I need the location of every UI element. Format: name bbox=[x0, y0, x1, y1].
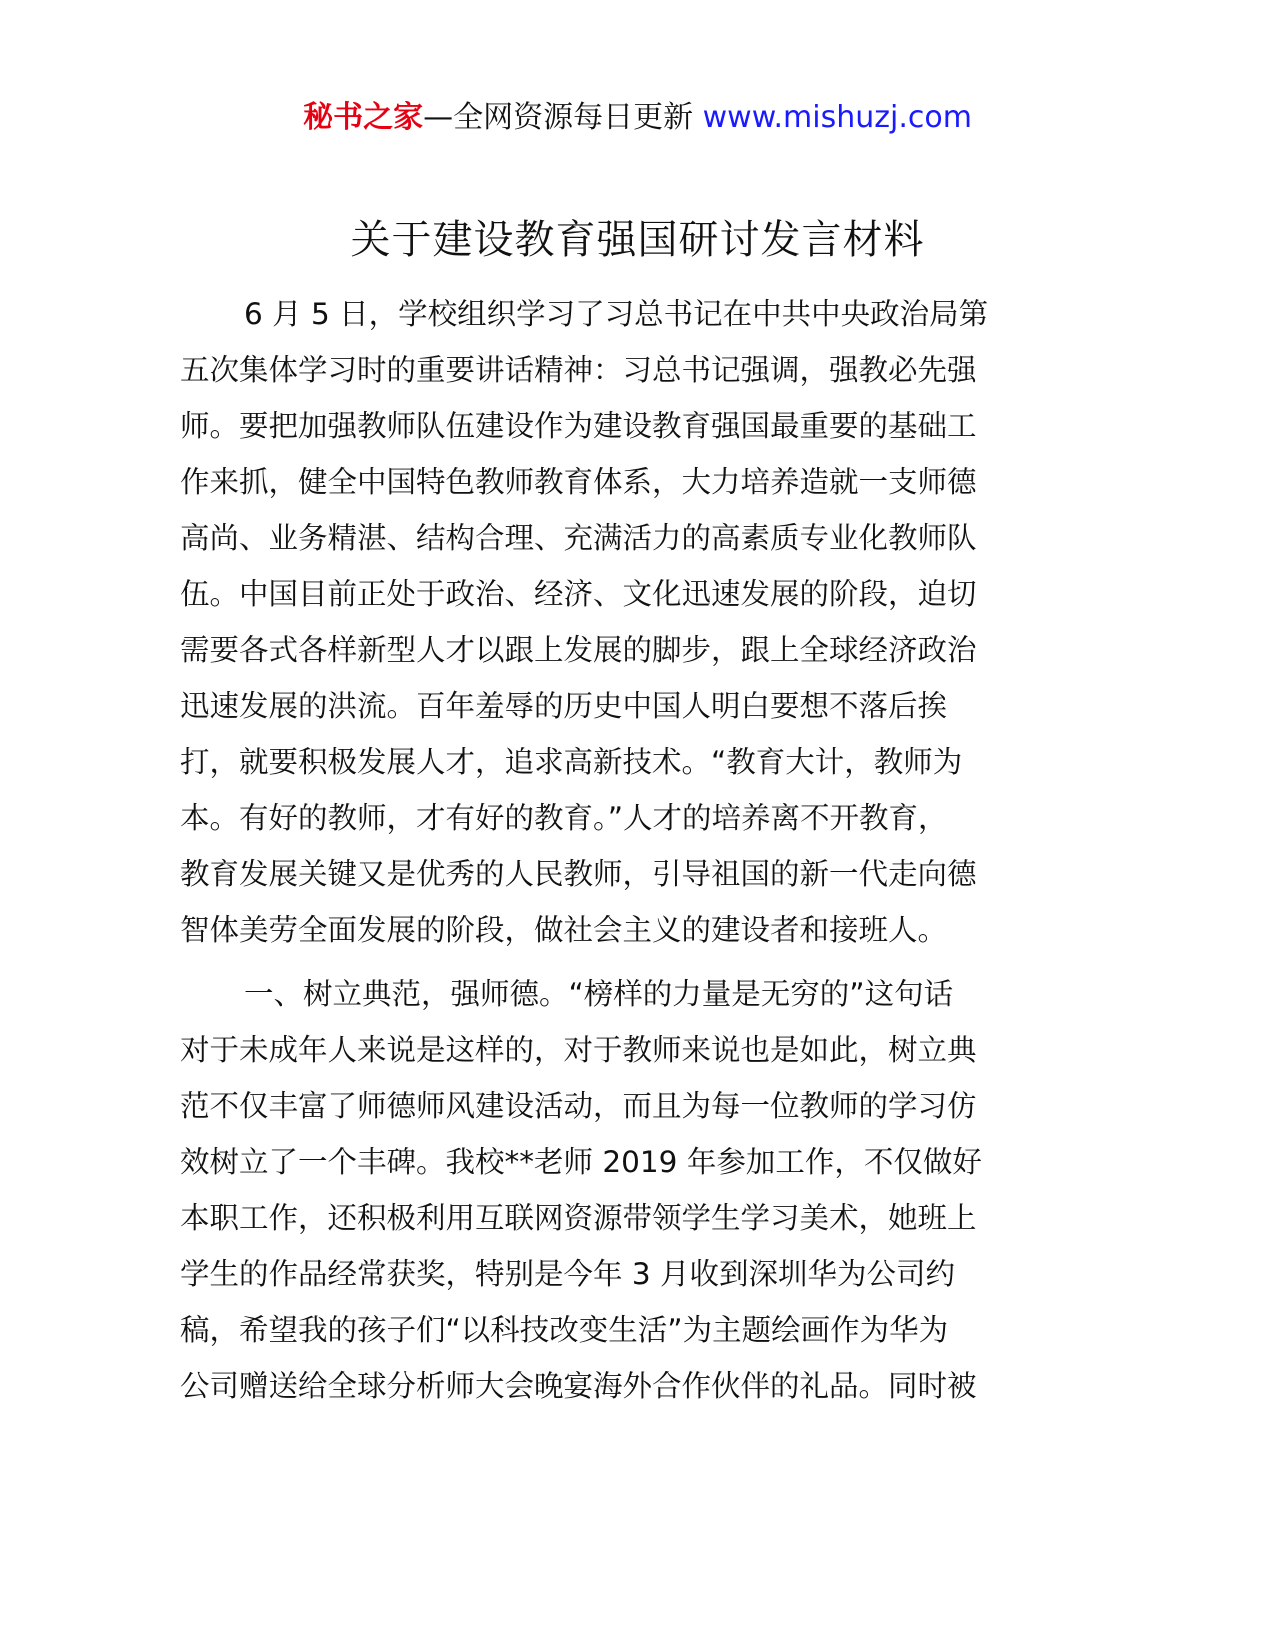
paragraph-line: 高尚、业务精湛、结构合理、充满活力的高素质专业化教师队 bbox=[180, 521, 977, 555]
document-title: 关于建设教育强国研讨发言材料 bbox=[350, 217, 925, 263]
paragraph-line: 教育发展关键又是优秀的人民教师，引导祖国的新一代走向德 bbox=[180, 857, 977, 891]
paragraph-line: 师。要把加强教师队伍建设作为建设教育强国最重要的基础工 bbox=[180, 409, 977, 443]
paragraph-line: 6 月 5 日，学校组织学习了习总书记在中共中央政治局第 bbox=[244, 297, 989, 331]
paragraph-line: 需要各式各样新型人才以跟上发展的脚步，跟上全球经济政治 bbox=[180, 633, 977, 667]
paragraph-line: 打，就要积极发展人才，追求高新技术。“教育大计，教师为 bbox=[180, 745, 963, 779]
paragraph bbox=[180, 966, 1040, 1414]
paragraph-line: 效树立了一个丰碑。我校**老师 2019 年参加工作，不仅做好 bbox=[180, 1145, 982, 1179]
paragraph-line: 迅速发展的洪流。百年羞辱的历史中国人明白要想不落后挨 bbox=[180, 689, 948, 723]
document-body bbox=[180, 286, 1040, 1414]
header-tagline: —全网资源每日更新 bbox=[423, 100, 703, 135]
paragraph-line: 五次集体学习时的重要讲话精神：习总书记强调，强教必先强 bbox=[180, 353, 977, 387]
paragraph-line: 对于未成年人来说是这样的，对于教师来说也是如此，树立典 bbox=[180, 1033, 977, 1067]
paragraph-line: 本职工作，还积极利用互联网资源带领学生学习美术，她班上 bbox=[180, 1201, 977, 1235]
paragraph-line: 智体美劳全面发展的阶段，做社会主义的建设者和接班人。 bbox=[180, 913, 948, 947]
site-header bbox=[0, 96, 1275, 140]
paragraph-line: 稿，希望我的孩子们“以科技改变生活”为主题绘画作为华为 bbox=[180, 1313, 949, 1347]
site-url-link[interactable]: www.mishuzj.com bbox=[702, 100, 972, 135]
paragraph bbox=[180, 286, 1040, 958]
paragraph-line: 本。有好的教师，才有好的教育。”人才的培养离不开教育， bbox=[180, 801, 948, 835]
paragraph-line: 学生的作品经常获奖，特别是今年 3 月收到深圳华为公司约 bbox=[180, 1257, 956, 1291]
paragraph-line: 一、树立典范，强师德。“榜样的力量是无穷的”这句话 bbox=[244, 977, 954, 1011]
paragraph-line: 范不仅丰富了师德师风建设活动，而且为每一位教师的学习仿 bbox=[180, 1089, 977, 1123]
paragraph-spacer bbox=[180, 958, 1040, 966]
paragraph-line: 公司赠送给全球分析师大会晚宴海外合作伙伴的礼品。同时被 bbox=[180, 1369, 977, 1403]
brand-name: 秘书之家 bbox=[303, 100, 424, 135]
paragraph-line: 伍。中国目前正处于政治、经济、文化迅速发展的阶段，迫切 bbox=[180, 577, 977, 611]
paragraph-line: 作来抓，健全中国特色教师教育体系，大力培养造就一支师德 bbox=[180, 465, 977, 499]
